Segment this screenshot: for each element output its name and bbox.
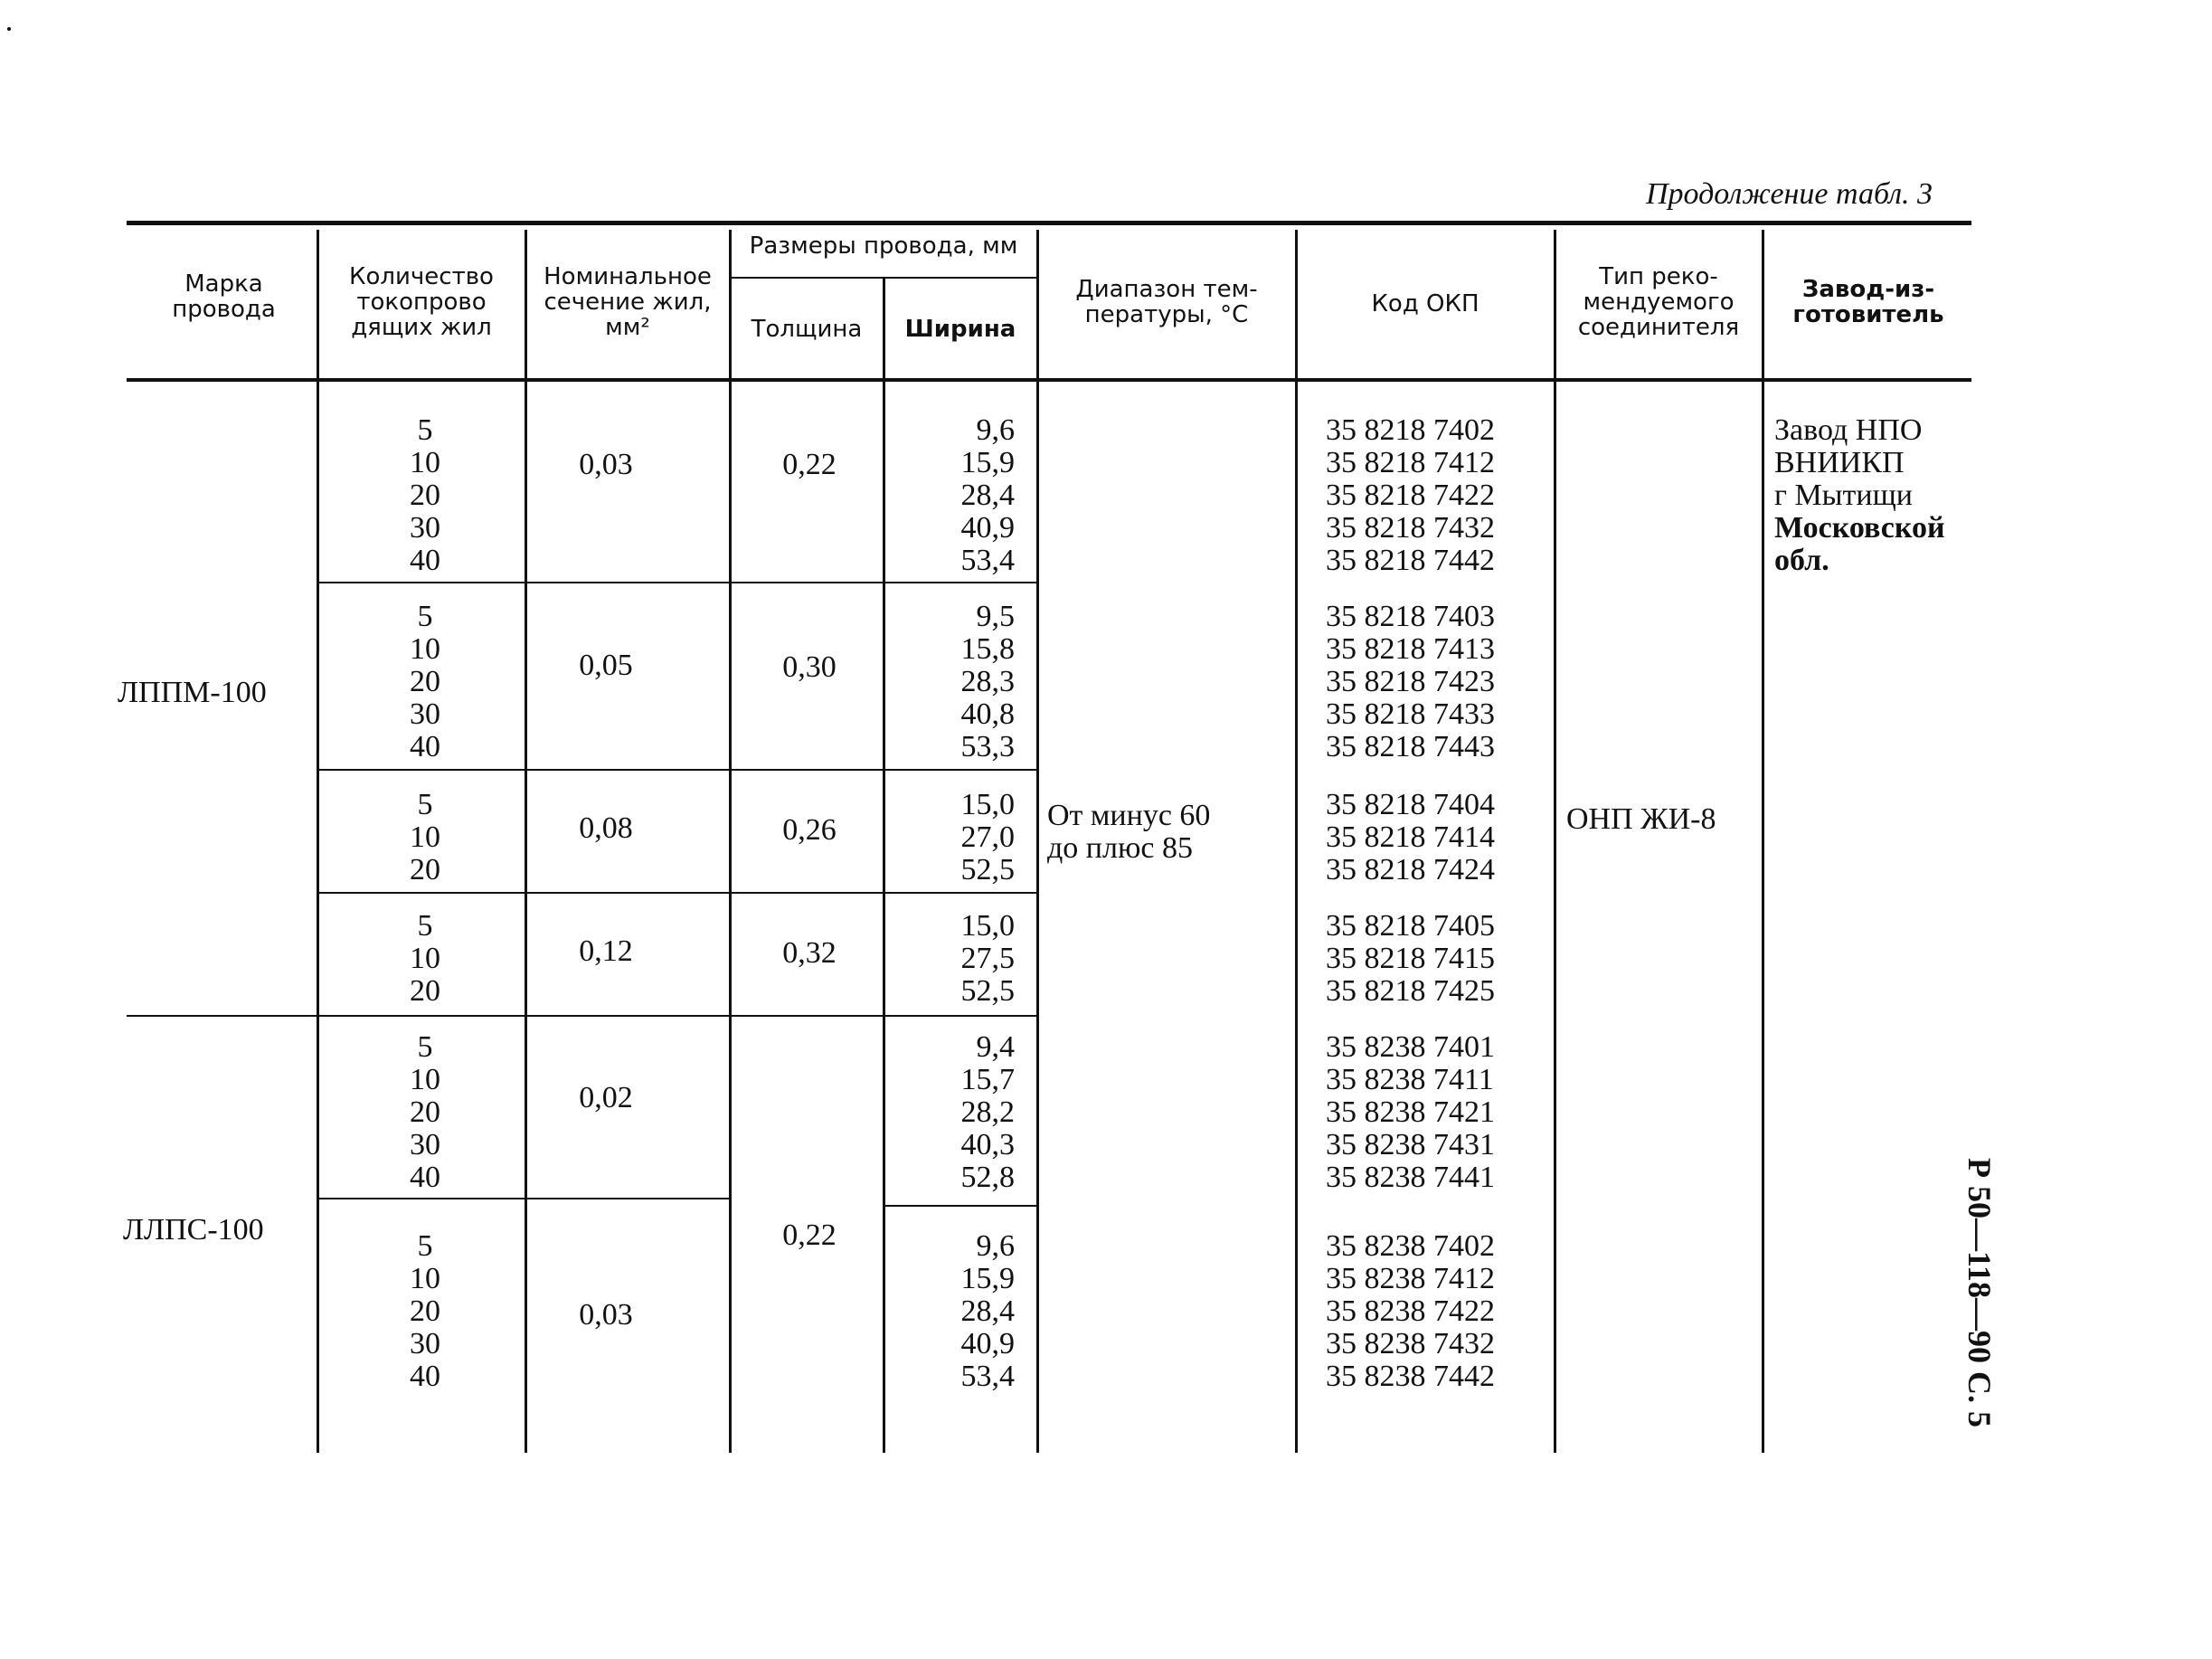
header-cores: Количество токопрово дящих жил	[349, 263, 494, 341]
codes-group-5: 35 8238 7401 35 8238 7411 35 8238 7421 35 8238 7431 35 8238 7441	[1326, 1030, 1495, 1194]
codes-group-6: 35 8238 7402 35 8238 7412 35 8238 7422 35 8238 7432 35 8238 7442	[1326, 1229, 1495, 1393]
side-standard-label: Р 50—118—90 С. 5	[1961, 1158, 1998, 1428]
cores-group-4: 5 10 20	[410, 909, 440, 1008]
cores-group-5: 5 10 20 30 40	[410, 1030, 440, 1194]
thickness-group-2: 0,30	[782, 650, 837, 684]
mark-2: ЛЛПС-100	[123, 1213, 264, 1247]
col-line-8	[1762, 230, 1764, 1453]
section-group-6: 0,03	[579, 1298, 633, 1332]
col-line-3	[729, 230, 732, 1453]
widths-group-6: 9,6 15,9 28,4 40,9 53,4	[960, 1229, 1015, 1393]
header-okp: Код ОКП	[1371, 290, 1479, 318]
table-caption: Продолжение табл. 3	[1646, 177, 1933, 211]
widths-group-3: 15,0 27,0 52,5	[960, 788, 1015, 886]
plant-name: Завод НПО ВНИИКП г Мытищи Московской обл.	[1774, 413, 1945, 577]
top-rule	[127, 221, 1971, 225]
section-group-1: 0,03	[579, 448, 633, 481]
codes-group-3: 35 8218 7404 35 8218 7414 35 8218 7424	[1326, 788, 1495, 886]
col-line-4	[883, 277, 885, 1453]
connector-type: ОНП ЖИ-8	[1566, 802, 1716, 836]
cores-group-3: 5 10 20	[410, 788, 440, 886]
header-plant: Завод-из-готовитель	[1792, 276, 1944, 328]
cores-group-2: 5 10 20 30 40	[410, 600, 440, 763]
group-sep-5b	[884, 1205, 1038, 1207]
thickness-group-4: 0,32	[782, 936, 837, 970]
widths-group-1: 9,6 15,9 28,4 40,9 53,4	[960, 413, 1015, 577]
col-line-2	[525, 230, 527, 1453]
header-mark: Марка провода	[172, 270, 276, 323]
col-line-6	[1295, 230, 1298, 1453]
section-group-2: 0,05	[579, 649, 633, 682]
col-line-5	[1036, 230, 1039, 1453]
header-dims: Размеры провода, мм	[749, 232, 1018, 260]
cores-group-6: 5 10 20 30 40	[410, 1229, 440, 1393]
widths-group-2: 9,5 15,8 28,3 40,8 53,3	[960, 600, 1015, 763]
col-line-7	[1554, 230, 1556, 1453]
codes-group-2: 35 8218 7403 35 8218 7413 35 8218 7423 35 8218 7433 35 8218 7443	[1326, 600, 1495, 763]
header-temp: Диапазон тем-пературы, °С	[1075, 276, 1258, 328]
header-bottom-rule	[127, 378, 1971, 382]
section-group-3: 0,08	[579, 811, 633, 845]
thickness-group-1: 0,22	[782, 448, 837, 481]
mark-1: ЛППМ-100	[118, 676, 267, 709]
widths-group-4: 15,0 27,5 52,5	[960, 909, 1015, 1008]
widths-group-5: 9,4 15,7 28,2 40,3 52,8	[960, 1030, 1015, 1194]
group-sep-4	[127, 1015, 1038, 1017]
section-group-5: 0,02	[579, 1081, 633, 1114]
group-sep-5a	[318, 1198, 731, 1199]
group-sep-1	[318, 582, 1038, 583]
codes-group-4: 35 8218 7405 35 8218 7415 35 8218 7425	[1326, 909, 1495, 1008]
section-group-4: 0,12	[579, 934, 633, 968]
col-line-1	[317, 230, 319, 1453]
group-sep-3	[318, 892, 1038, 894]
header-thickness: Толщина	[751, 316, 863, 343]
dot-mark	[7, 27, 11, 31]
thickness-group-3: 0,26	[782, 813, 837, 847]
header-connector: Тип реко-мендуемого соединителя	[1577, 263, 1740, 341]
header-section: Номинальное сечение жил, мм²	[544, 263, 712, 341]
header-width: Ширина	[904, 316, 1016, 343]
temp-range: От минус 60 до плюс 85	[1047, 799, 1211, 865]
codes-group-1: 35 8218 7402 35 8218 7412 35 8218 7422 35 8218 7432 35 8218 7442	[1326, 413, 1495, 577]
thickness-groups-5-6: 0,22	[782, 1218, 837, 1252]
cores-group-1: 5 10 20 30 40	[410, 413, 440, 577]
group-sep-2	[318, 769, 1038, 771]
